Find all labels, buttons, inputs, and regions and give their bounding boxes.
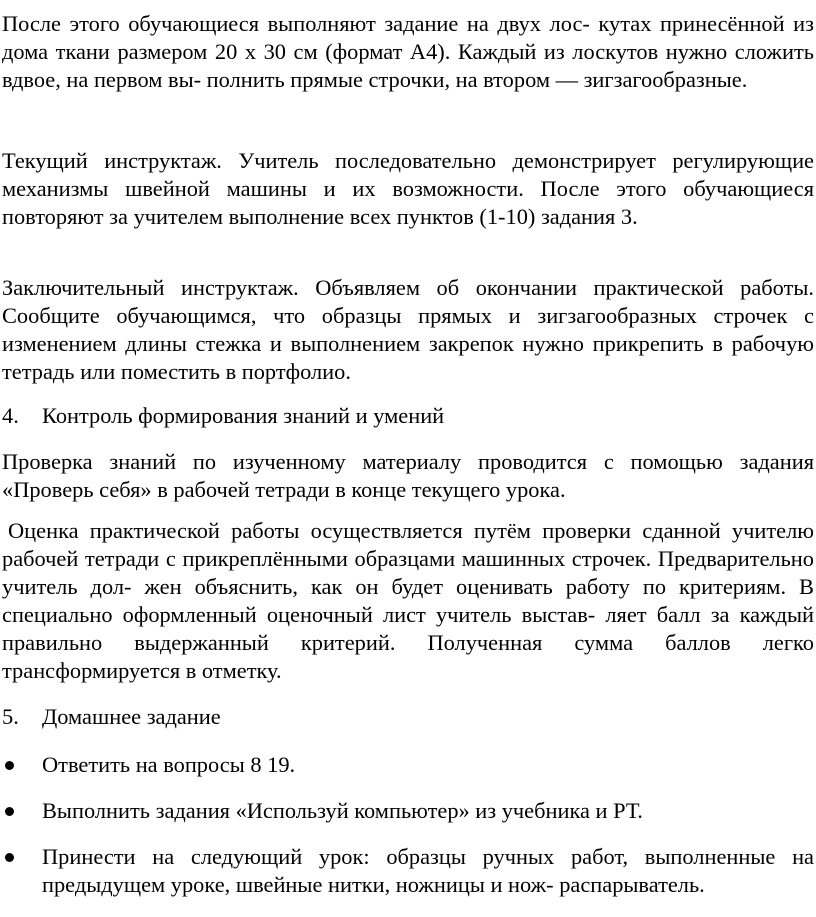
section-heading-control — [2, 402, 814, 430]
paragraph-current-instruction: Текущий инструктаж. Учитель последовательно демонстрирует регулирующие механизмы швейной машины и их возможности. После этого обучающиеся повторяют за учителем выполнение всех пунктов (1-10) задания 3. — [2, 148, 814, 229]
list-item — [2, 751, 814, 779]
section-number: 4. — [2, 403, 19, 428]
paragraph-assessment: Оценка практической работы осуществляется путём проверки сданной учителю рабочей тетради с прикреплёнными образцами машинных строчек. Предварительно учитель дол- жен объяснить, как он будет оценивать работу по критериям. В специально оформленный оценочный лист учитель выстав- ляет балл за каждый правильно выдержанный критерий. Полученная сумма баллов легко трансформируется в отметку. — [2, 518, 814, 683]
paragraph-practical-task: После этого обучающиеся выполняют задание на двух лос- кутах принесённой из дома ткани размером 20 х 30 см (формат А4). Каждый из лоскутов нужно сложить вдвое, на первом вы- полнить прямые строчки, на втором — зигзагообразные. — [2, 11, 814, 92]
list-item-text: Принести на следующий урок: образцы ручных работ, выполненные на предыдущем уроке, швейные нитки, ножницы и нож- распарыватель. — [42, 844, 814, 897]
section-title: Контроль формирования знаний и умений — [42, 403, 445, 428]
section-number: 5. — [2, 704, 19, 729]
list-item-text: Ответить на вопросы 8 19. — [42, 752, 296, 777]
list-item — [2, 843, 814, 899]
paragraph-knowledge-check: Проверка знаний по изученному материалу проводится с помощью задания «Проверь себя» в рабочей тетради в конце текущего урока. — [2, 449, 814, 502]
bullet-icon — [2, 751, 42, 779]
bullet-icon — [2, 843, 42, 899]
paragraph-final-instruction: Заключительный инструктаж. Объявляем об окончании практической работы. Сообщите обучающимся, что образцы прямых и зигзагообразных строчек с изменением длины стежка и выполнением закрепок нужно прикрепить в рабочую тетрадь или поместить в портфолио. — [2, 275, 814, 384]
list-item-text: Выполнить задания «Используй компьютер» из учебника и РТ. — [42, 798, 643, 823]
section-title: Домашнее задание — [42, 704, 221, 729]
bullet-icon — [2, 797, 42, 825]
list-item — [2, 797, 814, 825]
section-heading-homework — [2, 703, 814, 731]
